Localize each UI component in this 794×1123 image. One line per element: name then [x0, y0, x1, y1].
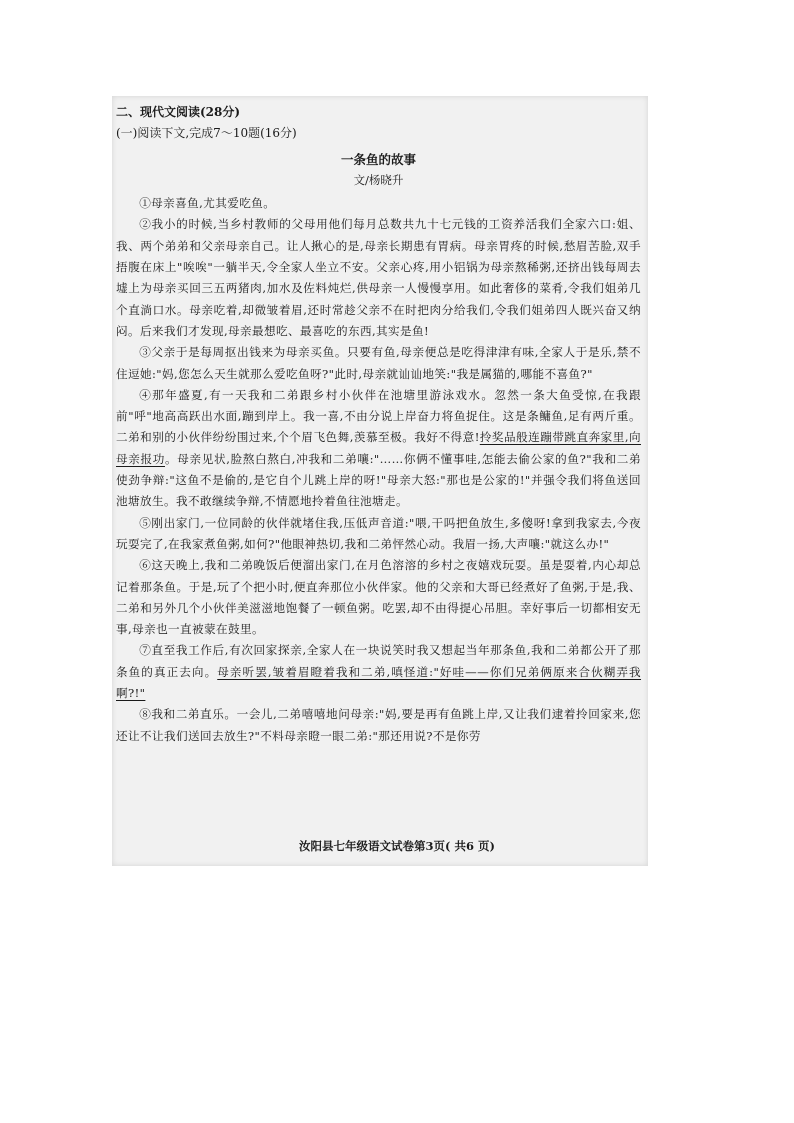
page-footer: 汝阳县七年级语文试卷第3页( 共6 页) [299, 839, 495, 853]
paragraph-8: ⑧我和二弟直乐。一会儿,二弟嘻嘻地问母亲:"妈,要是再有鱼跳上岸,又让我们逮着拎回家来,您还让不让我们送回去放生?"不料母亲瞪一眼二弟:"那还用说?不是你劳 [116, 707, 641, 743]
paragraph-1: ①母亲喜鱼,尤其爱吃鱼。 [139, 196, 276, 211]
paragraph-3: ③父亲于是每周抠出钱来为母亲买鱼。只要有鱼,母亲便总是吃得津津有味,全家人于是乐,禁不住逗她:"妈,您怎么天生就那么爱吃鱼呀?"此时,母亲就讪讪地笑:"我是属猫的,哪能不喜鱼?" [116, 345, 641, 381]
section-header: 二、现代文阅读(28分) [116, 105, 241, 119]
paragraph-4-underlined-sentence: 拎奖品般连蹦带跳直奔家里,向母亲报功 [116, 430, 641, 466]
paragraph-7-part-1: ⑦直至我工作后,有次回家探亲,全家人在一块说笑时我又想起当年那条鱼,我和二弟都公开了那条鱼的真正去向。 [116, 643, 641, 679]
paragraph-4-part-1: ④那年盛夏,有一天我和二弟跟乡村小伙伴在池塘里游泳戏水。忽然一条大鱼受惊,在我跟前"呼"地高高跃出水面,蹦到岸上。我一喜,不由分说上岸奋力将鱼捉住。这是条鳙鱼,足有两斤重。二弟和别的小伙伴纷纷围过来,个个眉飞色舞,羡慕至极。我好不得意! [116, 387, 641, 445]
paragraph-2: ②我小的时候,当乡村教师的父母用他们每月总数共九十七元钱的工资养活我们全家六口:姐、我、两个弟弟和父亲母亲自己。让人揪心的是,母亲长期患有胃病。母亲胃疼的时候,愁眉苦脸,双手捂腹在床上"唉唉"一躺半天,令全家人坐立不安。父亲心疼,用小铝锅为母亲熬稀粥,还挤出钱每周去墟上为母亲买回三五两猪肉,加水及佐料炖烂,供母亲一人慢慢享用。如此奢侈的菜肴,令我们姐弟几个直淌口水。母亲吃着,却微皱着眉,还时常趁父亲不在时把肉分给我们,令我们姐弟四人既兴奋又纳闷。后来我们才发现,母亲最想吃、最喜吃的东西,其实是鱼! [116, 217, 641, 338]
article-title: 一条鱼的故事 [340, 151, 416, 167]
paragraph-4 [116, 385, 641, 513]
paragraph-7 [116, 640, 641, 704]
sub-header: (一)阅读下文,完成7～10题(16分) [116, 126, 297, 141]
paragraph-6: ⑥这天晚上,我和二弟晚饭后便溜出家门,在月色溶溶的乡村之夜嬉戏玩耍。虽是耍着,内心却总记着那条鱼。于是,玩了个把小时,便直奔那位小伙伴家。他的父亲和大哥已经煮好了鱼粥,于是,我、二弟和另外几个小伙伴美滋滋地饱餐了一顿鱼粥。吃罢,却不由得提心吊胆。幸好事后一切都相安无事,母亲也一直被蒙在鼓里。 [116, 558, 641, 637]
article-author: 文/杨晓升 [353, 172, 404, 187]
paragraph-5: ⑤刚出家门,一位同龄的伙伴就堵住我,压低声音道:"喂,干吗把鱼放生,多傻呀!拿到我家去,今夜玩耍完了,在我家煮鱼粥,如何?"他眼神热切,我和二弟怦然心动。我眉一扬,大声嚷:"就这么办!" [116, 515, 641, 551]
paragraph-7-underlined-sentence: 母亲听罢,皱着眉瞪着我和二弟,嗔怪道:"好哇——你们兄弟俩原来合伙糊弄我啊?!" [116, 664, 642, 701]
paragraph-4-part-2: 。母亲见状,脸熬白熬白,冲我和二弟嚷:"……你俩不懂事哇,怎能去偷公家的鱼?"我和二弟使劲争辩:"这鱼不是偷的,是它自个儿跳上岸的呀!"母亲大怒:"那也是公家的!"并强令我们将鱼送回池塘放生。我不敢继续争辩,不情愿地拎着鱼往池塘走。 [116, 451, 641, 509]
reading-section [116, 102, 641, 747]
